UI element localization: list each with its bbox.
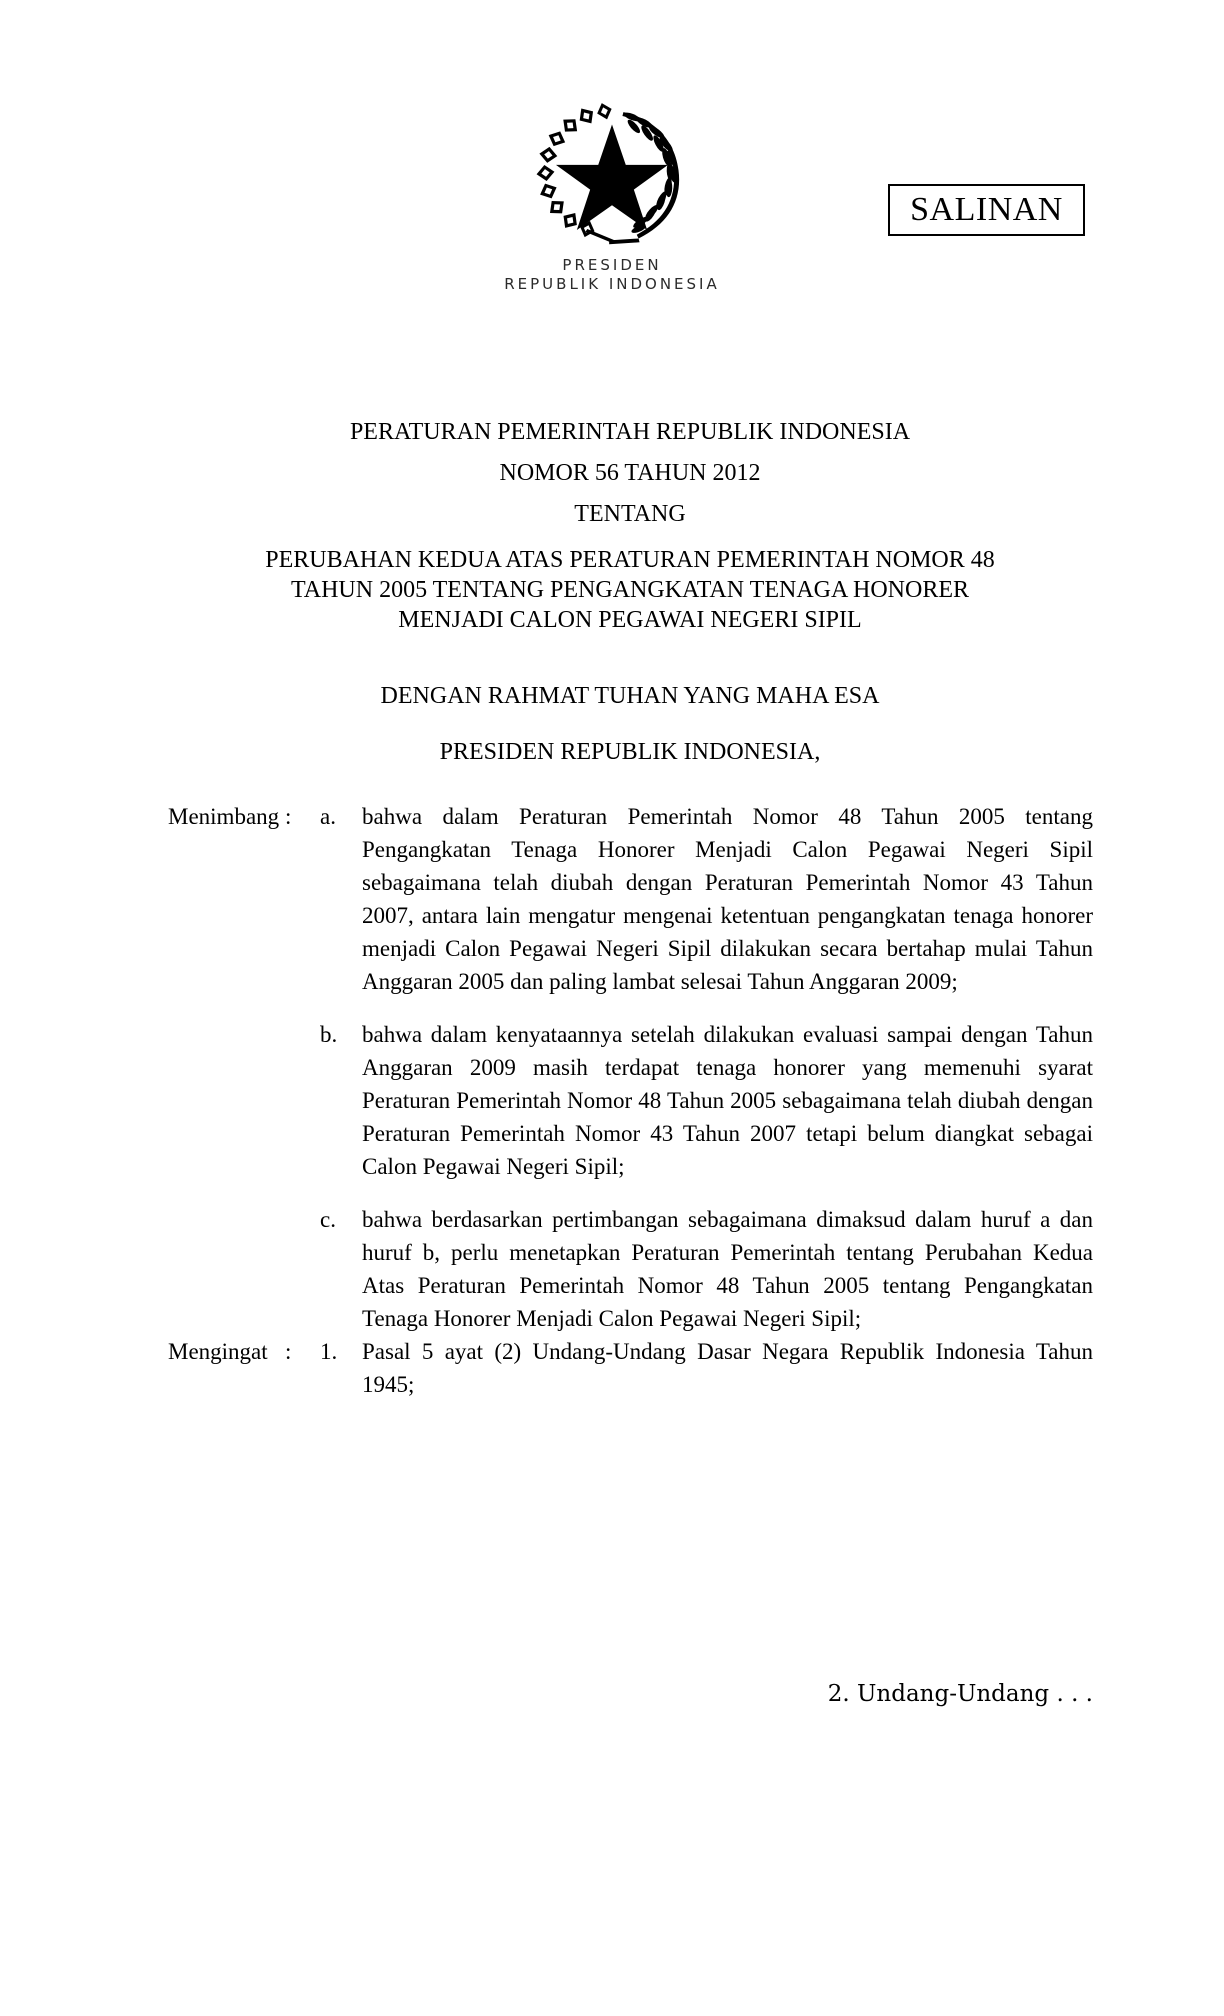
clause-menimbang bbox=[0, 800, 1224, 1335]
salinan-stamp bbox=[888, 184, 1085, 236]
invocation-line: DENGAN RAHMAT TUHAN YANG MAHA ESA bbox=[380, 683, 880, 709]
list-item bbox=[320, 1335, 1093, 1401]
mengingat-label: Mengingat bbox=[168, 1339, 268, 1364]
title-subject-line-2: TAHUN 2005 TENTANG PENGANGKATAN TENAGA HONORER bbox=[291, 577, 969, 603]
salinan-stamp-label: SALINAN bbox=[910, 191, 1063, 228]
document-body bbox=[0, 800, 1224, 1401]
item-marker-a: a. bbox=[320, 804, 336, 829]
mengingat-colon: : bbox=[285, 1339, 292, 1364]
list-item bbox=[320, 800, 1093, 998]
clause-mengingat bbox=[0, 1335, 1224, 1401]
item-marker-c: c. bbox=[320, 1207, 336, 1232]
institution-line-1: PRESIDEN bbox=[562, 256, 662, 274]
title-subject-line-1: PERUBAHAN KEDUA ATAS PERATURAN PEMERINTAH NOMOR 48 bbox=[265, 547, 995, 573]
list-item bbox=[320, 1018, 1093, 1183]
item-marker-b: b. bbox=[320, 1022, 338, 1047]
mengingat-items bbox=[320, 1335, 1093, 1401]
menimbang-label: Menimbang bbox=[168, 804, 280, 829]
list-item bbox=[320, 1203, 1093, 1335]
authority-line: PRESIDEN REPUBLIK INDONESIA, bbox=[439, 739, 821, 765]
item-text-c: bahwa berdasarkan pertimbangan sebagaimana dimaksud dalam huruf a dan huruf b, perlu menetapkan Peraturan Pemerintah tentang Perubahan Kedua Atas Peraturan Pemerintah Nomor 48 Tahun 2005 tentang Pengangkatan Tenaga Honorer Menjadi Calon Pegawai Negeri Sipil; bbox=[362, 1207, 1093, 1331]
item-marker-1: 1. bbox=[320, 1339, 338, 1364]
title-line-3: TENTANG bbox=[574, 501, 686, 527]
title-subject-line-3: MENJADI CALON PEGAWAI NEGERI SIPIL bbox=[398, 607, 862, 633]
page-catchword: 2. Undang-Undang . . . bbox=[827, 1681, 1093, 1707]
title-block bbox=[162, 412, 1098, 767]
title-line-2: NOMOR 56 TAHUN 2012 bbox=[499, 460, 761, 486]
menimbang-colon: : bbox=[285, 804, 292, 829]
item-text-1: Pasal 5 ayat (2) Undang-Undang Dasar Negara Republik Indonesia Tahun 1945; bbox=[362, 1339, 1093, 1397]
item-text-b: bahwa dalam kenyataannya setelah dilakukan evaluasi sampai dengan Tahun Anggaran 2009 masih terdapat tenaga honorer yang memenuhi syarat Peraturan Pemerintah Nomor 48 Tahun 2005 sebagaimana telah diubah dengan Peraturan Pemerintah Nomor 43 Tahun 2007 tetapi belum diangkat sebagai Calon Pegawai Negeri Sipil; bbox=[362, 1022, 1093, 1179]
institution-name bbox=[0, 256, 1224, 294]
garuda-star-wreath-emblem bbox=[514, 96, 710, 248]
title-subject bbox=[162, 545, 1098, 635]
menimbang-items bbox=[320, 800, 1093, 1335]
item-text-a: bahwa dalam Peraturan Pemerintah Nomor 48 Tahun 2005 tentang Pengangkatan Tenaga Honorer Menjadi Calon Pegawai Negeri Sipil sebagaimana telah diubah dengan Peraturan Pemerintah Nomor 43 Tahun 2007, antara lain mengatur mengenai ketentuan pengangkatan tenaga honorer menjadi Calon Pegawai Negeri Sipil dilakukan secara bertahap mulai Tahun Anggaran 2005 dan paling lambat selesai Tahun Anggaran 2009; bbox=[362, 804, 1093, 994]
institution-line-2: REPUBLIK INDONESIA bbox=[504, 275, 720, 293]
title-line-1: PERATURAN PEMERINTAH REPUBLIK INDONESIA bbox=[349, 419, 911, 445]
